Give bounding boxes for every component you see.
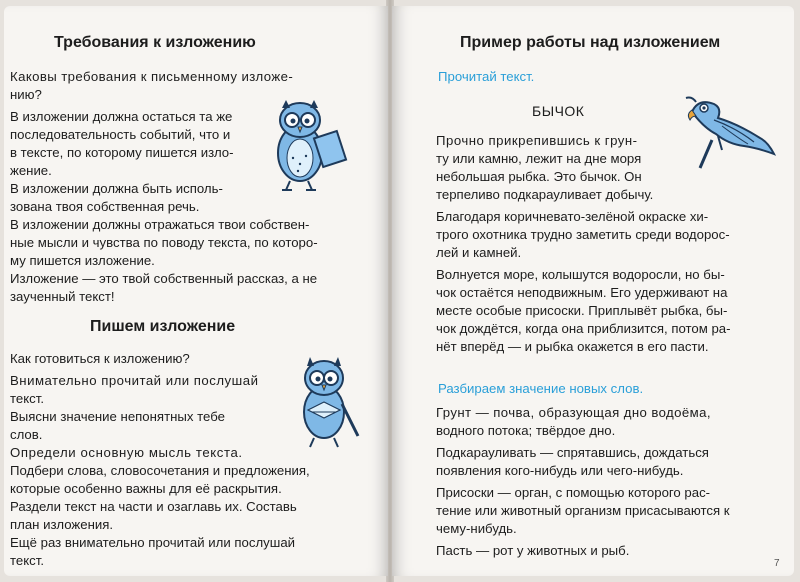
story-line: чок дождётся, когда она приблизится, потом ра- [436, 321, 731, 336]
requirement-line: в тексте, по которому пишется изло- [10, 145, 234, 160]
vocabulary-line: Подкарауливать — спрятавшись, дождаться [436, 445, 709, 460]
vocabulary-instruction: Разбираем значение новых слов. [438, 381, 644, 396]
example-heading: Пример работы над изложением [460, 34, 721, 51]
owl-with-notebook-icon [260, 98, 356, 194]
owl-with-pencil-icon [284, 354, 364, 450]
vocabulary-line: Присоски — орган, с помощью которого рас- [436, 485, 711, 500]
requirement-line: зована твоя собственная речь. [10, 199, 200, 214]
requirement-line: В изложении должна остаться та же [10, 109, 233, 124]
vocabulary-line: Грунт — почва, образующая дно водоёма, [436, 405, 711, 420]
story-line: небольшая рыбка. Это бычок. Он [436, 169, 642, 184]
story-line: трого охотника трудно заметить среди водорос- [436, 227, 730, 242]
vocabulary-line: появления кого-нибудь или чего-нибудь. [436, 463, 684, 478]
preparation-line: Ещё раз внимательно прочитай или послушай [10, 535, 296, 550]
requirement-line: заученный текст! [10, 289, 115, 304]
story-line: чок остаётся неподвижным. Его удерживают на [436, 285, 728, 300]
preparation-line: Определи основную мысль текста. [10, 445, 243, 460]
preparation-line: которые особенно важны для её раскрытия. [10, 481, 282, 496]
story-line: месте особые присоски. Приплывёт рыбка, бы- [436, 303, 728, 318]
story-line: нёт вперёд — и рыбка окажется в его пасти. [436, 339, 709, 354]
requirements-heading: Требования к изложению [54, 34, 256, 51]
preparation-line: слов. [10, 427, 43, 442]
requirement-line: му пишется изложение. [10, 253, 155, 268]
requirements-question: Каковы требования к письменному изложе- [10, 69, 294, 84]
story-line: терпеливо подкарауливает добычу. [436, 187, 654, 202]
story-line: Прочно прикрепившись к грун- [436, 133, 638, 148]
vocabulary-line: чему-нибудь. [436, 521, 517, 536]
preparation-line: текст. [10, 553, 44, 568]
story-line: Благодаря коричневато-зелёной окраске хи- [436, 209, 709, 224]
preparation-line: Внимательно прочитай или послушай [10, 373, 259, 388]
requirement-line: ные мысли и чувства по поводу текста, по которо- [10, 235, 318, 250]
preparation-line: текст. [10, 391, 44, 406]
page-number: 7 [774, 558, 780, 569]
requirement-line: последовательность событий, что и [10, 127, 231, 142]
preparation-line: Раздели текст на части и озаглавь их. Составь [10, 499, 297, 514]
requirements-question-cont: нию? [10, 87, 42, 102]
requirement-line: В изложении должна быть исполь- [10, 181, 223, 196]
story-line: ту или камню, лежит на дне моря [436, 151, 642, 166]
requirement-line: жение. [10, 163, 52, 178]
parrot-with-pen-icon [678, 94, 778, 174]
requirement-line: В изложении должны отражаться твои собствен- [10, 217, 310, 232]
preparation-line: Подбери слова, словосочетания и предложения, [10, 463, 310, 478]
vocabulary-line: Пасть — рот у животных и рыб. [436, 543, 630, 558]
right-page [392, 6, 794, 576]
preparation-line: Выясни значение непонятных тебе [10, 409, 225, 424]
left-page [4, 6, 388, 576]
requirement-line: Изложение — это твой собственный рассказ, а не [10, 271, 318, 286]
preparation-line: план изложения. [10, 517, 114, 532]
story-line: лей и камней. [436, 245, 522, 260]
vocabulary-line: тение или животный организм присасываются к [436, 503, 730, 518]
story-title: БЫЧОК [532, 103, 585, 119]
read-instruction: Прочитай текст. [438, 69, 535, 84]
preparation-question: Как готовиться к изложению? [10, 351, 190, 366]
writing-heading: Пишем изложение [90, 318, 236, 335]
vocabulary-line: водного потока; твёрдое дно. [436, 423, 616, 438]
story-line: Волнуется море, колышутся водоросли, но бы- [436, 267, 725, 282]
